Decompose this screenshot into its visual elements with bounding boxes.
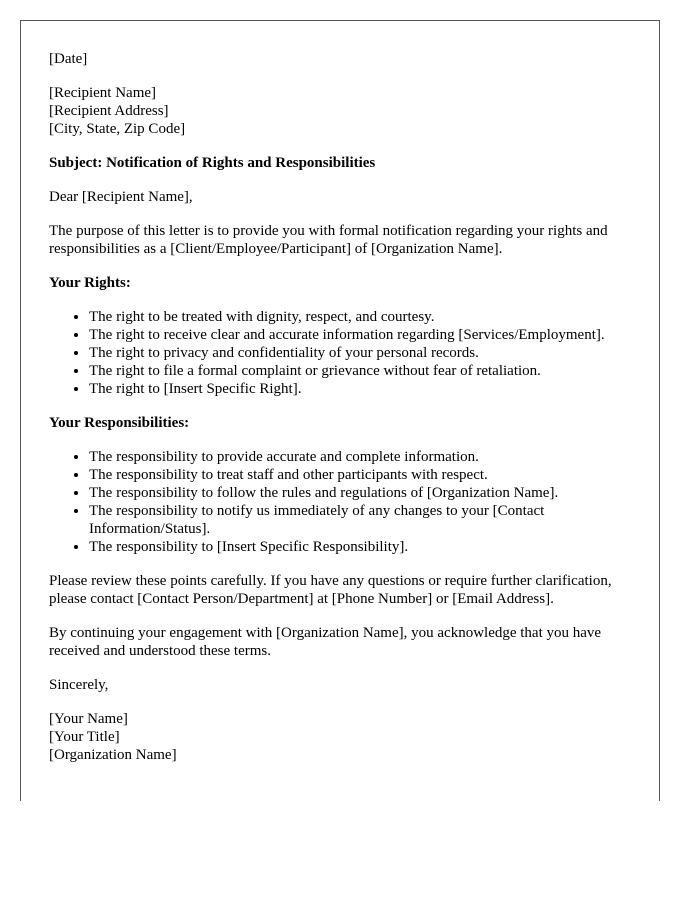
recipient-name: [Recipient Name] bbox=[49, 85, 157, 101]
review-paragraph: Please review these points carefully. If you have any questions or require further clarification, please contact [Contact Person/Department] at [Phone Number] or [Email Address]. bbox=[49, 573, 612, 607]
responsibilities-list-item: • The responsibility to treat staff and other participants with respect. bbox=[89, 466, 639, 484]
responsibilities-list-item: • The responsibility to provide accurate and complete information. bbox=[89, 448, 639, 466]
responsibilities-heading: Your Responsibilities: bbox=[49, 415, 190, 431]
rights-list-item: • The right to file a formal complaint or grievance without fear of retaliation. bbox=[89, 362, 639, 380]
responsibilities-list-item: • The responsibility to [Insert Specific Responsibility]. bbox=[89, 538, 639, 556]
responsibilities-list bbox=[49, 448, 639, 556]
letter-page bbox=[20, 20, 660, 801]
intro-paragraph: The purpose of this letter is to provide you with formal notification regarding your rights and responsibilities as a [Client/Employee/Participant] of [Organization Name]. bbox=[49, 223, 608, 257]
rights-heading: Your Rights: bbox=[49, 275, 131, 291]
rights-list-item: • The right to receive clear and accurate information regarding [Services/Employment]. bbox=[89, 326, 639, 344]
recipient-city-state-zip: [City, State, Zip Code] bbox=[49, 121, 186, 137]
rights-list-item: • The right to be treated with dignity, respect, and courtesy. bbox=[89, 308, 639, 326]
signature-block bbox=[49, 710, 639, 764]
rights-list-item: • The right to privacy and confidentiality of your personal records. bbox=[89, 344, 639, 362]
letter-greeting: Dear [Recipient Name], bbox=[49, 189, 193, 205]
letter-date: [Date] bbox=[49, 51, 88, 67]
responsibilities-list-item: • The responsibility to follow the rules and regulations of [Organization Name]. bbox=[89, 484, 639, 502]
responsibilities-list-item: • The responsibility to notify us immediately of any changes to your [Contact Information/Status]. bbox=[89, 502, 639, 538]
letter-subject: Subject: Notification of Rights and Responsibilities bbox=[49, 155, 376, 171]
rights-list-item: • The right to [Insert Specific Right]. bbox=[89, 380, 639, 398]
signature-title: [Your Title] bbox=[49, 729, 120, 745]
recipient-block bbox=[49, 84, 639, 138]
letter-closing: Sincerely, bbox=[49, 677, 109, 693]
rights-list bbox=[49, 308, 639, 398]
recipient-address: [Recipient Address] bbox=[49, 103, 169, 119]
letter-body bbox=[49, 50, 639, 780]
signature-organization: [Organization Name] bbox=[49, 747, 177, 763]
acknowledgement-paragraph: By continuing your engagement with [Organization Name], you acknowledge that you have received and understood these terms. bbox=[49, 625, 602, 659]
signature-name: [Your Name] bbox=[49, 711, 128, 727]
